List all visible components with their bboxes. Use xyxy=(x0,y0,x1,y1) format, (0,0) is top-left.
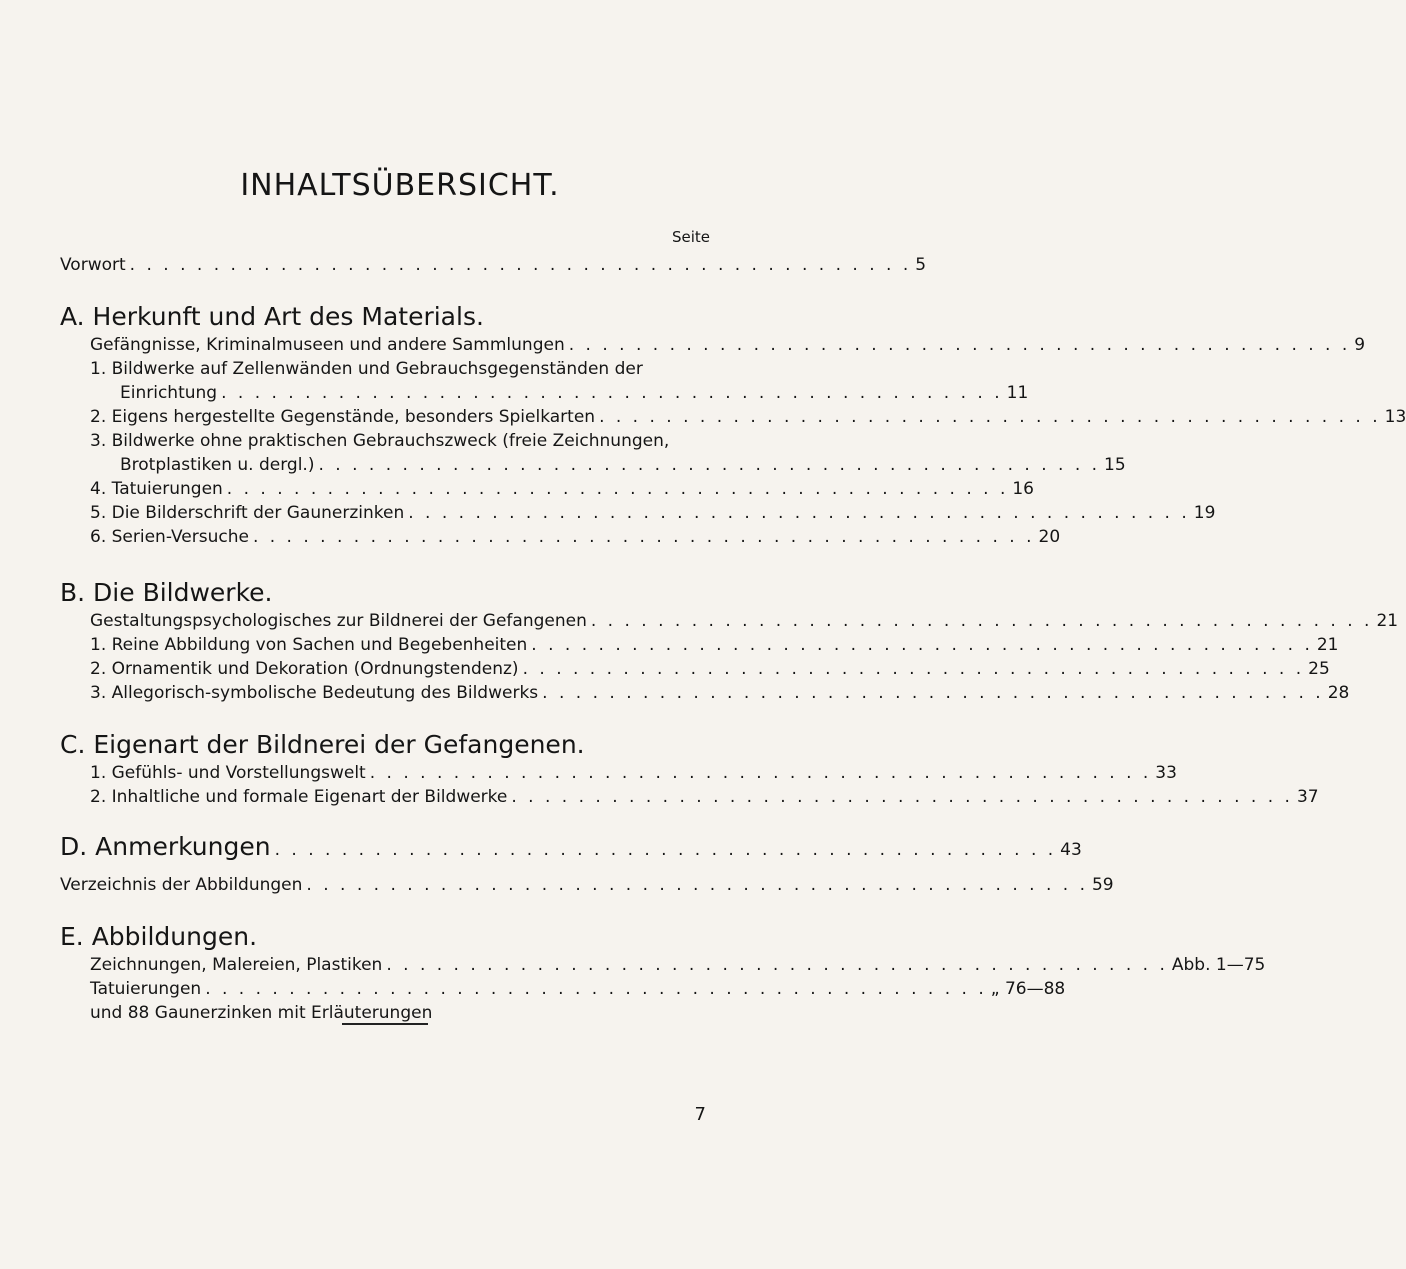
toc-entry-line1: 3. Bildwerke ohne praktischen Gebrauchszweck (freie Zeichnungen, xyxy=(90,431,670,451)
toc-entry: Einrichtung . . . . . . . . . . . . . . . . . . . . . . . . . . . . . . . . . . . . . . . . . . . . . . . 11 xyxy=(120,383,1029,403)
section-e-note: und 88 Gaunerzinken mit Erläuterungen xyxy=(90,1003,433,1023)
page-title: INHALTSÜBERSICHT. xyxy=(240,168,560,203)
toc-entry: 1. Reine Abbildung von Sachen und Begebenheiten . . . . . . . . . . . . . . . . . . . . . . . . . . . . . . . . . . . . . . . . . . . . . . . 21 xyxy=(90,635,1339,655)
toc-entry: Tatuierungen . . . . . . . . . . . . . . . . . . . . . . . . . . . . . . . . . . . . . . . . . . . . . . . „ 76—88 xyxy=(90,979,1066,999)
toc-entry: 2. Eigens hergestellte Gegenstände, besonders Spielkarten . . . . . . . . . . . . . . . . . . . . . . . . . . . . . . . . . . . . . . . . . . . . . . . 13 xyxy=(90,407,1406,427)
section-a-heading: A. Herkunft und Art des Materials. xyxy=(60,302,484,331)
toc-entry: 2. Ornamentik und Dekoration (Ordnungstendenz) . . . . . . . . . . . . . . . . . . . . . . . . . . . . . . . . . . . . . . . . . . . . . . . 25 xyxy=(90,659,1330,679)
toc-entry: 2. Inhaltliche und formale Eigenart der Bildwerke . . . . . . . . . . . . . . . . . . . . . . . . . . . . . . . . . . . . . . . . . . . . . . . 37 xyxy=(90,787,1319,807)
toc-entry: 5. Die Bilderschrift der Gaunerzinken . . . . . . . . . . . . . . . . . . . . . . . . . . . . . . . . . . . . . . . . . . . . . . . 19 xyxy=(90,503,1216,523)
toc-entry: Gefängnisse, Kriminalmuseen und andere Sammlungen . . . . . . . . . . . . . . . . . . . . . . . . . . . . . . . . . . . . . . . . . . . . . . . 9 xyxy=(90,335,1366,355)
toc-entry-line1: 1. Bildwerke auf Zellenwänden und Gebrauchsgegenständen der xyxy=(90,359,643,379)
toc-entry-vorwort: Vorwort . . . . . . . . . . . . . . . . . . . . . . . . . . . . . . . . . . . . . . . . . . . . . . . 5 xyxy=(60,255,927,275)
section-c-heading: C. Eigenart der Bildnerei der Gefangenen. xyxy=(60,730,585,759)
toc-entry-verzeichnis: Verzeichnis der Abbildungen . . . . . . . . . . . . . . . . . . . . . . . . . . . . . . . . . . . . . . . . . . . . . . . 59 xyxy=(60,875,1114,895)
page-number: 7 xyxy=(694,1104,706,1125)
toc-entry: Brotplastiken u. dergl.) . . . . . . . . . . . . . . . . . . . . . . . . . . . . . . . . . . . . . . . . . . . . . . . 15 xyxy=(120,455,1126,475)
toc-entry: 1. Gefühls- und Vorstellungswelt . . . . . . . . . . . . . . . . . . . . . . . . . . . . . . . . . . . . . . . . . . . . . . . 33 xyxy=(90,763,1177,783)
seite-column-label: Seite xyxy=(671,228,710,246)
toc-entry: Zeichnungen, Malereien, Plastiken . . . . . . . . . . . . . . . . . . . . . . . . . . . . . . . . . . . . . . . . . . . . . . . Abb. 1—75 xyxy=(90,955,1266,975)
divider-rule xyxy=(342,1023,428,1025)
toc-entry: Gestaltungspsychologisches zur Bildnerei der Gefangenen . . . . . . . . . . . . . . . . . . . . . . . . . . . . . . . . . . . . . . . . . . . . . . . 21 xyxy=(90,611,1399,631)
section-d-heading: D. Anmerkungen . . . . . . . . . . . . . . . . . . . . . . . . . . . . . . . . . . . . . . . . . . . . . . . 43 xyxy=(60,832,1082,861)
toc-entry: 6. Serien-Versuche . . . . . . . . . . . . . . . . . . . . . . . . . . . . . . . . . . . . . . . . . . . . . . . 20 xyxy=(90,527,1061,547)
section-b-heading: B. Die Bildwerke. xyxy=(60,578,273,607)
section-e-heading: E. Abbildungen. xyxy=(60,922,258,951)
toc-entry: 4. Tatuierungen . . . . . . . . . . . . . . . . . . . . . . . . . . . . . . . . . . . . . . . . . . . . . . . 16 xyxy=(90,479,1034,499)
toc-entry: 3. Allegorisch-symbolische Bedeutung des Bildwerks . . . . . . . . . . . . . . . . . . . . . . . . . . . . . . . . . . . . . . . . . . . . . . . 28 xyxy=(90,683,1350,703)
